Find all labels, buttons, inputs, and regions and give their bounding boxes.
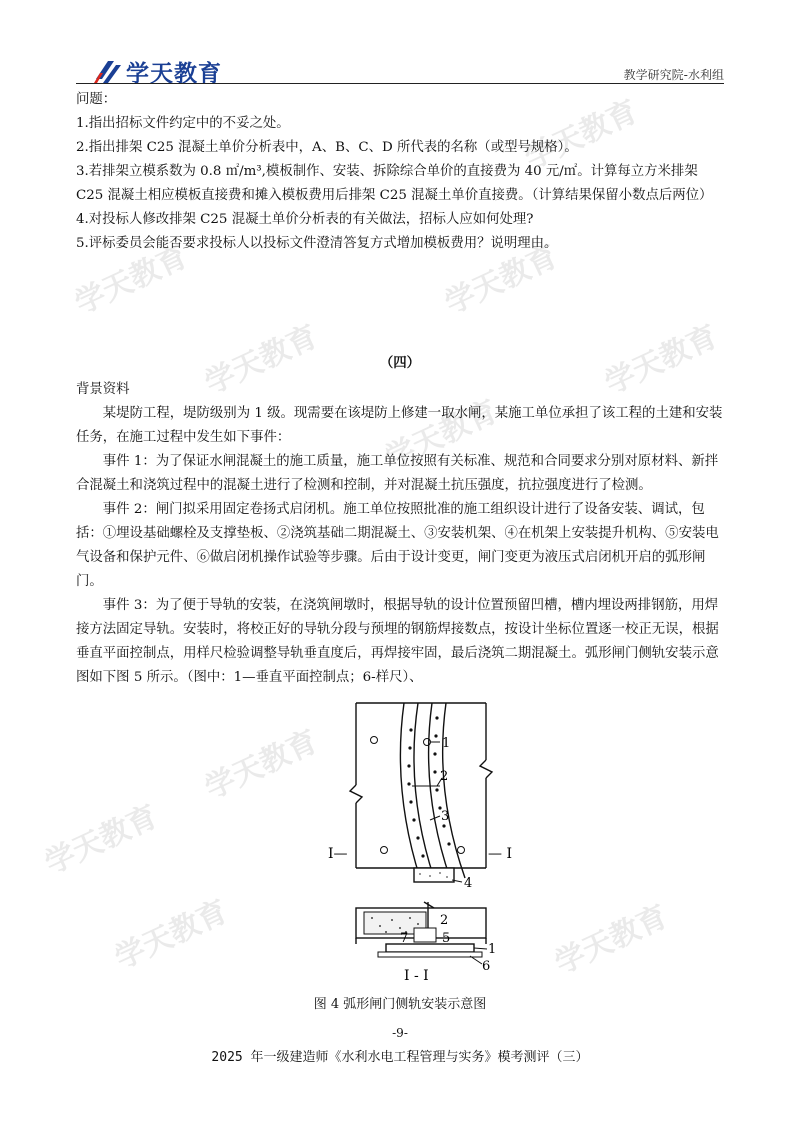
label-4: 4 [464,876,473,891]
watermark: 学天教育 [379,393,504,477]
background-paragraph: 某堤防工程，堤防级别为 1 级。现需要在该堤防上修建一取水闸，某施工单位承担了该工程的土建和安装任务，在施工过程中发生如下事件： [76,406,723,445]
page-content [76,88,724,690]
question-item: 5.评标委员会能否要求投标人以投标文件澄清答复方式增加模板费用？说明理由。 [76,236,558,251]
question-item: 3.若排架立模系数为 0.8 ㎡/m³,模板制作、安装、拆除综合单价的直接费为 40 元/㎡。计算每立方米排架 C25 混凝土相应模板直接费和摊入模板费用后排架 C25 混凝土单价直接费。（计算结果保留小数点后两位） [76,164,713,203]
questions-heading: 问题： [76,92,117,107]
label-b6: 6 [482,959,491,974]
watermark: 学天教育 [549,898,674,982]
watermark: 学天教育 [199,723,324,807]
page-header [0,0,800,88]
figure-caption: 图 4 弧形闸门侧轨安装示意图 [313,997,487,1012]
watermark: 学天教育 [109,893,234,977]
label-b2: 2 [440,913,449,928]
watermark: 学天教育 [199,318,324,402]
section-mark-right: — I [488,846,512,862]
label-3: 3 [441,809,450,824]
header-divider [76,83,724,84]
header-department: 教学研究院-水利组 [623,68,724,82]
event-paragraph: 事件 1：为了保证水闸混凝土的施工质量，施工单位按照有关标准、规范和合同要求分别对原材料、新拌合混凝土和浇筑过程中的混凝土进行了检测和控制，并对混凝土抗压强度，抗拉强度进行了检测。 [76,454,719,493]
section-view [356,902,486,957]
gate-rail-diagram [0,690,800,1010]
label-1: 1 [442,736,451,751]
label-b7: 7 [400,931,409,946]
brand-name: 学天教育 [126,61,222,87]
footer-title: 2025 年一级建造师《水利水电工程管理与实务》模考测评（三） [211,1050,589,1065]
watermark: 学天教育 [69,238,194,322]
label-b1: 1 [488,942,497,957]
question-item: 2.指出排架 C25 混凝土单价分析表中，A、B、C、D 所代表的名称（或型号规格）。 [76,140,578,155]
embedded-bars [371,716,465,878]
question-item: 1.指出招标文件约定中的不妥之处。 [76,116,290,131]
page-number: -9- [392,1026,408,1040]
watermark: 学天教育 [439,238,564,322]
label-2: 2 [440,769,449,784]
background-heading: 背景资料 [76,382,130,397]
event-paragraph: 事件 3：为了便于导轨的安装，在浇筑闸墩时，根据导轨的设计位置预留凹槽，槽内埋设两排钢筋，用焊接方法固定导轨。安装时，将校正好的导轨分段与预埋的钢筋焊接数点，按设计坐标位置逐一校正无误，根据垂直平面控制点，用样尺检验调整导轨垂直度后，再焊接牢固，最后浇筑二期混凝土。弧形闸门侧轨安装示意图如下图 5 所示。（图中：1—垂直平面控制点；6-样尺）、 [76,598,719,685]
question-item: 4.对投标人修改排架 C25 混凝土单价分析表的有关做法，招标人应如何处理? [76,212,534,227]
watermark: 学天教育 [599,318,724,402]
section-mark-left: I— [328,846,348,862]
label-b5: 5 [442,931,451,946]
event-paragraph: 事件 2：闸门拟采用固定卷扬式启闭机。施工单位按照批准的施工组织设计进行了设备安装、调试，包括：①埋设基础螺栓及支撑垫板、②浇筑基础二期混凝土、③安装机架、④在机架上安装提升机构、⑤安装电气设备和保护元件、⑥做启闭机操作试验等步骤。后由于设计变更，闸门变更为液压式启闭机开启的弧形闸门。 [76,502,719,589]
section-title: （四） [379,355,421,371]
watermark: 学天教育 [519,93,644,177]
section-label: I - I [404,968,429,984]
watermark: 学天教育 [39,798,164,882]
elevation-view [350,703,492,882]
brand-logo-icon [94,59,122,85]
